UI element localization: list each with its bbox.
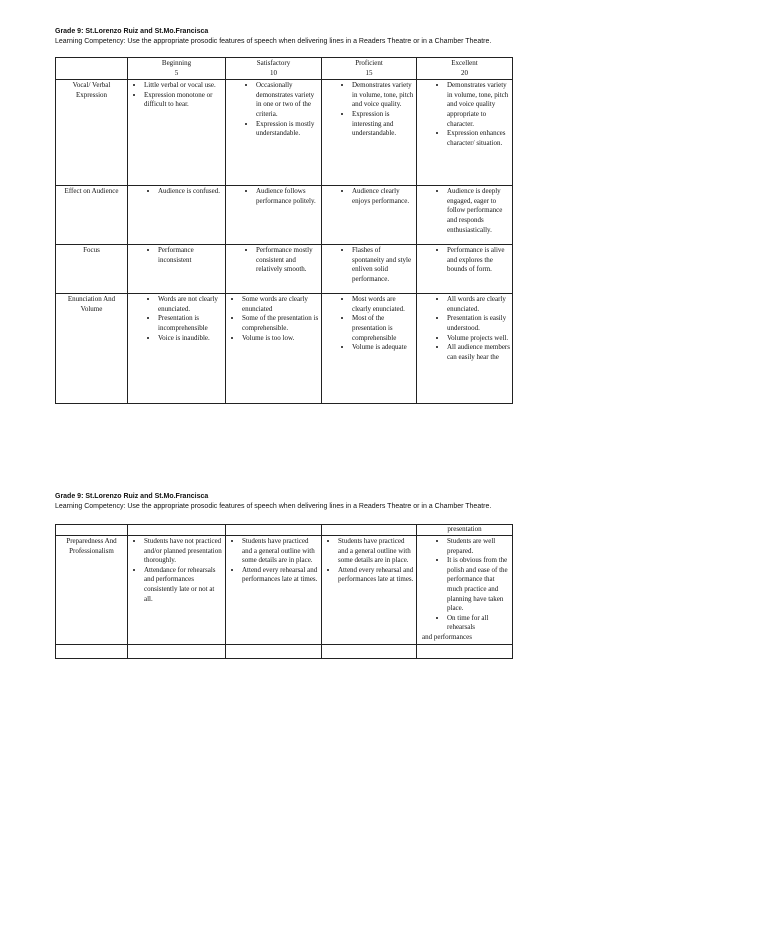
cell-enun-satisfactory: • Some words are clearly enunciated • Some of the presentation is comprehensible. • Volume is too low. [226, 294, 322, 404]
cell-focus-excellent: • Performance is alive and explores the bounds of form. [417, 245, 513, 294]
cell-effect-proficient: • Audience clearly enjoys performance. [322, 186, 417, 245]
cell-enun-proficient: • Most words are clearly enunciated. • Most of the presentation is comprehensible • Volume is adequate [322, 294, 417, 404]
grade-title: Grade 9: St.Lorenzo Ruiz and St.Mo.Francisca [55, 28, 209, 35]
continuation-row [56, 525, 513, 536]
cell-prep-satisfactory: • Students have practiced and a general outline with some details are in place. • Attend every rehearsal and performances late at times. [226, 536, 322, 645]
criterion-focus: Focus [56, 245, 128, 294]
rubric-table [55, 57, 513, 404]
page-header-1 [55, 27, 491, 47]
criterion-vocal: Vocal/ Verbal Expression [56, 80, 128, 186]
cell-vocal-proficient: • Demonstrates variety in volume, tone, pitch and voice quality. • Expression is interesting and understandable. [322, 80, 417, 186]
cell-effect-excellent: • Audience is deeply engaged, eager to follow performance and responds enthusiastically. [417, 186, 513, 245]
cell-prep-beginning: • Students have not practiced and/or planned presentation thoroughly. • Attendance for rehearsals and performances consistently late or not at all. [128, 536, 226, 645]
criterion-preparedness: Preparedness And Professionalism [56, 536, 128, 645]
row-enunciation [56, 294, 513, 404]
row-effect-on-audience [56, 186, 513, 245]
cell-focus-satisfactory: • Performance mostly consistent and relatively smooth. [226, 245, 322, 294]
cell-vocal-satisfactory: • Occasionally demonstrates variety in one or two of the criteria. • Expression is mostly understandable. [226, 80, 322, 186]
cell-prep-excellent: • Students are well prepared. • It is obvious from the polish and ease of the performance that much practice and planning have taken place. • On time for all rehearsals and performances [417, 536, 513, 645]
cell-focus-beginning: • Performance inconsistent [128, 245, 226, 294]
learning-competency: Learning Competency: Use the appropriate prosodic features of speech when delivering lines in a Readers Theatre or in a Chamber Theatre. [55, 38, 492, 45]
cell-effect-beginning: • Audience is confused. [128, 186, 226, 245]
header-row [56, 58, 513, 80]
col-beginning: Beginning 5 [128, 58, 226, 80]
learning-competency-2: Learning Competency: Use the appropriate prosodic features of speech when delivering lines in a Readers Theatre or in a Chamber Theatre. [55, 503, 492, 510]
criterion-enunciation: Enunciation And Volume [56, 294, 128, 404]
cell-vocal-excellent: • Demonstrates variety in volume, tone, pitch and voice quality appropriate to character. • Expression enhances character/ situation. [417, 80, 513, 186]
cell-prep-proficient: • Students have practiced and a general outline with some details are in place. • Attend every rehearsal and performances late at times. [322, 536, 417, 645]
row-preparedness [56, 536, 513, 645]
rubric-table-continued [55, 524, 513, 659]
cell-effect-satisfactory: • Audience follows performance politely. [226, 186, 322, 245]
col-excellent: Excellent 20 [417, 58, 513, 80]
cell-vocal-beginning: • Little verbal or vocal use. • Expression monotone or difficult to hear. [128, 80, 226, 186]
continuation-text: presentation [417, 525, 513, 536]
page-header-2 [55, 492, 491, 512]
col-proficient: Proficient 15 [322, 58, 417, 80]
corner-cell [56, 58, 128, 80]
cell-enun-excellent: • All words are clearly enunciated. • Presentation is easily understood. • Volume projects well. • All audience members can easily hear the [417, 294, 513, 404]
grade-title-2: Grade 9: St.Lorenzo Ruiz and St.Mo.Francisca [55, 493, 209, 500]
cell-focus-proficient: • Flashes of spontaneity and style enliven solid performance. [322, 245, 417, 294]
cell-enun-beginning: • Words are not clearly enunciated. • Presentation is incomprehensible • Voice is inaudible. [128, 294, 226, 404]
empty-row [56, 644, 513, 658]
row-focus [56, 245, 513, 294]
row-vocal-expression [56, 80, 513, 186]
criterion-effect: Effect on Audience [56, 186, 128, 245]
col-satisfactory: Satisfactory 10 [226, 58, 322, 80]
